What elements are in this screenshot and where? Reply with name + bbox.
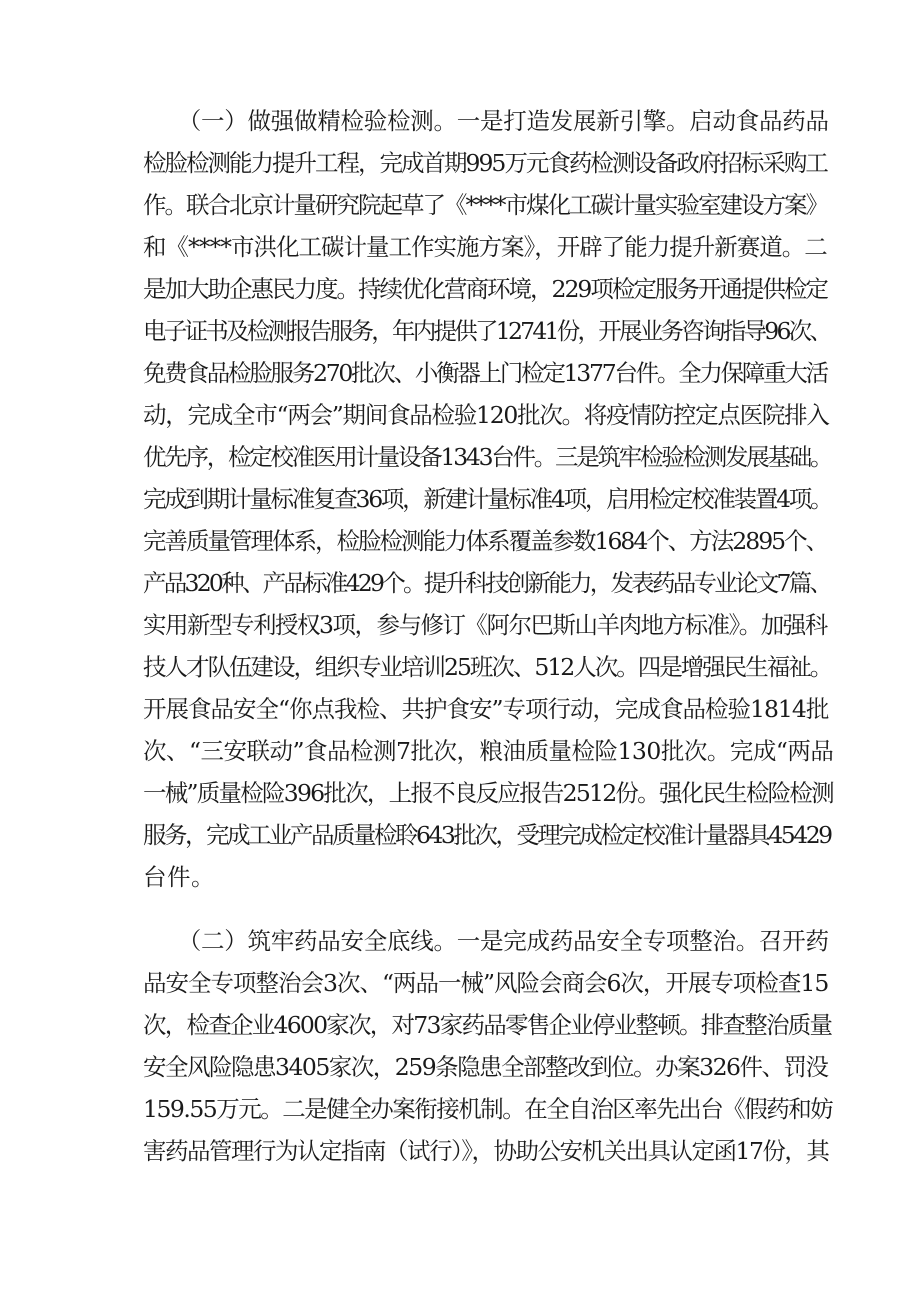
text-line: 次、“三安联动”食品检测7批次，粮油质量检险130批次。完成“两品 (143, 737, 834, 765)
text-line: 动，完成全市“两会”期间食品检验120批次。将疫情防控定点医院排入 (143, 401, 829, 429)
text-line: （二）筑牢药品安全底线。一是完成药品安全专项整治。召开药 (143, 927, 829, 955)
text-line: 开展食品安全“你点我检、共护食安”专项行动，完成食品检验1814批 (143, 695, 829, 723)
text-line: 技人才队伍建设，组织专业培训25班次、512人次。四是增强民生福祉。 (143, 653, 832, 681)
text-line: 是加大助企惠民力度。持续优化营商环境，229项检定服务开通提供检定 (143, 275, 827, 303)
text-line: 安全风险隐患3405家次，259条隐患全部整改到位。办案326件、罚没 (143, 1053, 828, 1081)
text-line: 次，检查企业4600家次，对73家药品零售企业停业整顿。排查整治质量 (143, 1011, 832, 1039)
text-line: 和《****市洪化工碳计量工作实施方案》，开辟了能力提升新赛道。二 (143, 233, 827, 261)
text-line: 完善质量管理体系，检脸检测能力体系覆盖参数1684个、方法2895个、 (143, 527, 828, 555)
text-line: 台件。 (143, 863, 215, 891)
text-line: 优先序，检定校准医用计量设备1343台件。三是筑牢检验检测发展基础。 (143, 443, 832, 471)
text-line: 产品320种、产品标准429个。提升科技创新能力，发表药品专业论文7篇、 (143, 569, 831, 597)
text-line: 害药品管理行为认定指南（试行）》，协助公安机关出具认定函17份，其 (143, 1137, 829, 1165)
paragraph-drug-safety (143, 920, 833, 1172)
text-line: 服务，完成工业产品质量检聆643批次，受理完成检定校准计量器具45429 (143, 821, 831, 849)
text-line: 实用新型专利授权3项，参与修订《阿尔巴斯山羊肉地方标准》。加强科 (143, 611, 827, 639)
text-line: 电子证书及检测报告服务，年内提供了12741份，开展业务咨询指导96次、 (143, 317, 831, 345)
text-line: 品安全专项整治会3次、“两品一械”风险会商会6次，开展专项检查15 (143, 969, 829, 997)
text-line: 检脸检测能力提升工程，完成首期995万元食药检测设备政府招标采购工 (143, 149, 827, 177)
text-line: 作。联合北京计量研究院起草了《****市煤化工碳计量实验室建设方案》 (143, 191, 827, 219)
paragraph-inspection-testing (143, 100, 834, 898)
text-line: （一）做强做精检验检测。一是打造发展新引擎。启动食品药品 (143, 107, 829, 135)
text-line: 免费食品检脸服务270批次、小衡器上门检定1377台件。全力保障重大活 (143, 359, 827, 387)
text-line: 159.55万元。二是健全办案衔接机制。在全自治区率先出台《假药和妨 (143, 1095, 833, 1123)
text-line: 一械”质量检险396批次，上报不良反应报告2512份。强化民生检险检测 (143, 779, 833, 807)
text-line: 完成到期计量标准复查36项，新建计量标准4项，启用检定校准装置4项。 (143, 485, 832, 513)
